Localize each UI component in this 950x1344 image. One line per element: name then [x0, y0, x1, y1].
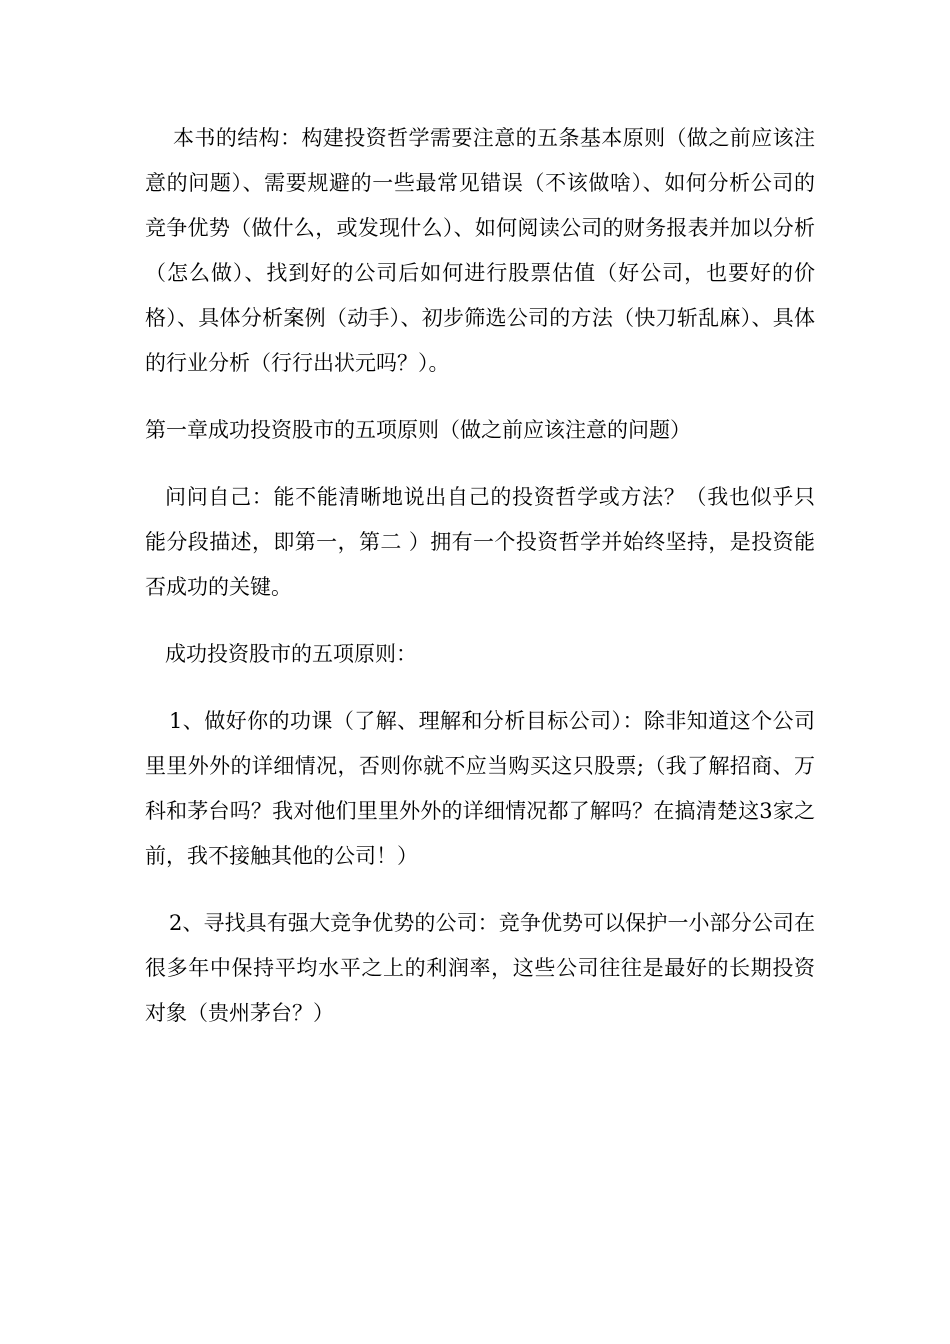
principle-2-paragraph: 2、寻找具有强大竞争优势的公司：竞争优势可以保护一小部分公司在很多年中保持平均水平之上的利润率，这些公司往往是最好的长期投资对象（贵州茅台？）: [145, 911, 815, 1025]
principles-title: 成功投资股市的五项原则：: [165, 642, 417, 666]
chapter-title: 第一章成功投资股市的五项原则（做之前应该注意的问题）: [145, 418, 691, 442]
ask-yourself-paragraph: 问问自己：能不能清晰地说出自己的投资哲学或方法？（我也似乎只能分段描述，即第一，第二 ）拥有一个投资哲学并始终坚持，是投资能否成功的关键。: [145, 485, 815, 599]
document-page: [145, 116, 815, 1036]
principle-1-paragraph: 1、做好你的功课（了解、理解和分析目标公司）：除非知道这个公司里里外外的详细情况，否则你就不应当购买这只股票;（我了解招商、万科和茅台吗？我对他们里里外外的详细情况都了解吗？在搞清楚这3家之前，我不接触其他的公司！）: [145, 709, 815, 868]
intro-paragraph: 本书的结构：构建投资哲学需要注意的五条基本原则（做之前应该注意的问题）、需要规避的一些最常见错误（不该做啥）、如何分析公司的竞争优势（做什么，或发现什么）、如何阅读公司的财务报表并加以分析（怎么做）、找到好的公司后如何进行股票估值（好公司，也要好的价格）、具体分析案例（动手）、初步筛选公司的方法（快刀斩乱麻）、具体的行业分析（行行出状元吗？）。: [145, 126, 815, 375]
